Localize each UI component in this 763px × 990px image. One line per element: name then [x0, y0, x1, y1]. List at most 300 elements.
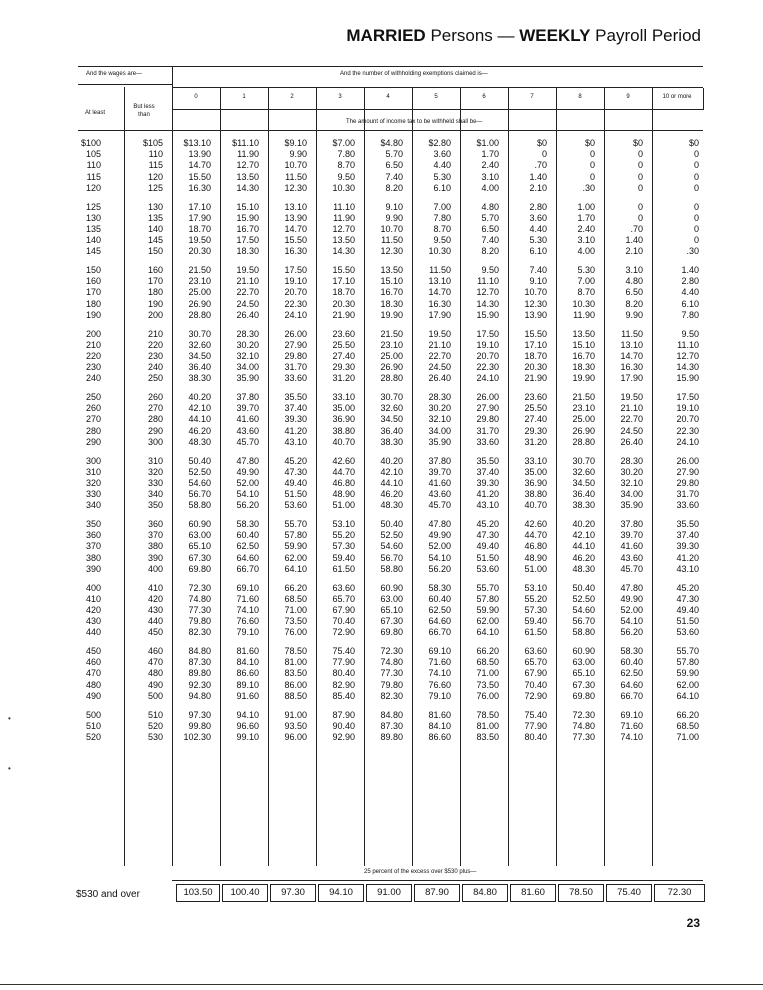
table-cell: 20.70 [284, 287, 307, 298]
table-cell: 18.30 [380, 298, 403, 309]
table-cell: 30.20 [236, 339, 259, 350]
table-cell: 310 [147, 455, 163, 466]
table-cell: 77.30 [380, 668, 403, 679]
final-value-box [176, 884, 220, 902]
table-cell: 66.70 [428, 627, 451, 638]
column-header: 6 [482, 94, 486, 100]
table-cell: 4.80 [625, 276, 643, 287]
table-cell: 60.90 [572, 646, 595, 656]
table-cell: 15.90 [676, 373, 699, 384]
table-cell: 2.80 [529, 201, 547, 212]
table-cell: 470 [85, 668, 101, 679]
column-header: 2 [290, 94, 294, 100]
table-cell: 10.30 [428, 246, 451, 257]
table-cell: 46.20 [572, 552, 595, 563]
table-cell: 69.10 [236, 582, 259, 593]
table-cell: 84.10 [428, 720, 451, 731]
table-cell: 52.50 [380, 530, 403, 541]
table-cell: 76.00 [476, 690, 499, 701]
table-cell: 1.70 [577, 212, 595, 223]
table-cell: 49.40 [676, 604, 699, 615]
table-cell: 47.30 [284, 466, 307, 477]
table-cell: 83.50 [284, 668, 307, 679]
table-cell: $105 [142, 138, 163, 148]
table-cell: 240 [147, 362, 163, 373]
table-cell: .70 [630, 223, 643, 234]
table-cell: 11.50 [381, 235, 403, 246]
table-cell: 47.80 [236, 455, 259, 466]
table-cell: 77.30 [188, 604, 211, 615]
table-cell: 92.90 [332, 731, 355, 742]
table-cell: 66.70 [236, 563, 259, 574]
table-cell: 1.40 [529, 171, 547, 182]
table-cell: $4.80 [380, 138, 403, 148]
table-cell: 250 [85, 392, 101, 402]
table-cell: 30.70 [188, 328, 211, 339]
table-cell: 97.30 [188, 709, 211, 720]
table-cell: 89.10 [236, 679, 259, 690]
table-cell: 160 [85, 276, 101, 287]
table-cell: 56.70 [380, 552, 403, 563]
table-cell: 37.40 [284, 403, 307, 414]
table-cell: 66.20 [676, 709, 699, 720]
table-cell: 24.50 [428, 362, 451, 373]
table-cell: 62.50 [620, 668, 643, 679]
table-cell: 0 [693, 201, 699, 212]
table-cell: 47.30 [476, 530, 499, 541]
table-cell: 80.40 [332, 668, 355, 679]
table-cell: 3.10 [577, 235, 595, 246]
final-value-box [558, 884, 604, 902]
table-cell: 66.20 [284, 582, 307, 593]
table-cell: 37.40 [476, 466, 499, 477]
table-cell: 41.20 [284, 425, 307, 436]
table-cell: 40.20 [188, 392, 211, 402]
table-cell: 125 [147, 182, 163, 193]
table-cell: 36.90 [524, 477, 547, 488]
table-cell: 73.50 [476, 679, 499, 690]
table-cell: 24.10 [284, 309, 307, 320]
table-cell: 14.70 [188, 160, 211, 171]
table-cell: 6.50 [625, 287, 643, 298]
table-cell: 64.10 [476, 627, 499, 638]
table-cell: 22.30 [476, 362, 499, 373]
table-cell: 37.80 [620, 519, 643, 529]
table-cell: 16.70 [380, 287, 403, 298]
table-cell: 17.50 [236, 235, 259, 246]
final-row-label: $530 and over [76, 889, 140, 900]
table-cell: 64.10 [284, 563, 307, 574]
table-cell: 24.10 [676, 436, 699, 447]
table-cell: 0 [589, 149, 595, 160]
table-cell: 13.50 [572, 328, 595, 339]
table-cell: 92.30 [188, 679, 211, 690]
table-cell: 340 [147, 489, 163, 500]
table-cell: 360 [85, 530, 101, 541]
table-cell: 26.40 [236, 309, 259, 320]
table-cell: 72.30 [380, 646, 403, 656]
table-cell: 13.10 [284, 201, 307, 212]
table-cell: $7.00 [332, 138, 355, 148]
table-cell: 200 [85, 328, 101, 339]
page-number: 23 [686, 916, 700, 930]
table-cell: 35.90 [236, 373, 259, 384]
table-cell: 75.40 [332, 646, 355, 656]
table-cell: 0 [693, 182, 699, 193]
table-cell: 6.50 [481, 223, 499, 234]
table-cell: 34.50 [380, 414, 403, 425]
table-cell: 32.10 [236, 350, 259, 361]
table-cell: 11.50 [285, 171, 307, 182]
table-cell: 240 [85, 373, 101, 384]
table-cell: 115 [148, 160, 163, 171]
table-cell: 32.60 [572, 466, 595, 477]
table-cell: 99.80 [188, 720, 211, 731]
table-cell: 71.60 [236, 593, 259, 604]
table-cell: 70.40 [332, 616, 355, 627]
wages-header: And the wages are— [86, 71, 143, 77]
table-cell: 57.30 [332, 541, 355, 552]
table-cell: 510 [85, 720, 101, 731]
table-cell: 41.60 [620, 541, 643, 552]
table-cell: 53.10 [524, 582, 547, 593]
table-cell: 54.60 [380, 541, 403, 552]
table-cell: 220 [147, 339, 163, 350]
table-cell: 72.30 [188, 582, 211, 593]
table-cell: 26.40 [620, 436, 643, 447]
final-value: 91.00 [377, 887, 401, 898]
table-cell: 0 [693, 223, 699, 234]
table-cell: 76.60 [236, 616, 259, 627]
final-value-box [414, 884, 460, 902]
table-cell: 96.00 [284, 731, 307, 742]
table-cell: 51.00 [524, 563, 547, 574]
table-cell: 2.10 [529, 182, 547, 193]
table-cell: 470 [147, 657, 163, 668]
table-cell: 74.80 [380, 657, 403, 668]
table-cell: 71.60 [620, 720, 643, 731]
table-cell: 23.10 [380, 339, 403, 350]
final-value: 100.40 [230, 887, 260, 898]
table-cell: 93.50 [284, 720, 307, 731]
table-cell: 91.60 [236, 690, 259, 701]
table-cell: 49.90 [620, 593, 643, 604]
table-cell: 430 [85, 616, 101, 627]
table-cell: 48.90 [524, 552, 547, 563]
table-cell: 53.60 [284, 500, 307, 511]
table-cell: 8.70 [337, 160, 355, 171]
table-cell: 65.10 [188, 541, 211, 552]
table-cell: 2.40 [481, 160, 499, 171]
table-cell: 43.10 [476, 500, 499, 511]
table-cell: 28.80 [572, 436, 595, 447]
excess-note: 25 percent of the excess over $530 plus— [364, 869, 477, 875]
table-cell: 420 [85, 604, 101, 615]
table-cell: 54.10 [428, 552, 451, 563]
table-cell: 55.70 [476, 582, 499, 593]
table-cell: 79.10 [428, 690, 451, 701]
table-cell: 15.50 [284, 235, 307, 246]
table-cell: 71.00 [676, 731, 699, 742]
table-cell: 0 [693, 149, 699, 160]
table-cell: 150 [147, 246, 163, 257]
table-cell: 1.40 [625, 235, 643, 246]
table-cell: 23.10 [188, 276, 211, 287]
table-cell: 2.10 [625, 246, 643, 257]
table-cell: 84.80 [380, 709, 403, 720]
table-cell: 110 [148, 149, 163, 160]
table-cell: 21.90 [332, 309, 355, 320]
table-cell: 72.90 [332, 627, 355, 638]
table-cell: 56.20 [236, 500, 259, 511]
table-cell: 510 [147, 709, 163, 720]
table-cell: 49.90 [236, 466, 259, 477]
table-cell: 12.70 [332, 223, 355, 234]
table-cell: 280 [85, 425, 101, 436]
final-value: 97.30 [281, 887, 305, 898]
table-cell: 36.40 [380, 425, 403, 436]
table-cell: 67.90 [332, 604, 355, 615]
table-cell: 350 [85, 519, 101, 529]
table-cell: $9.10 [284, 138, 307, 148]
table-cell: 370 [147, 530, 163, 541]
table-cell: 53.60 [676, 627, 699, 638]
table-cell: 11.10 [477, 276, 499, 287]
table-cell: 46.80 [524, 541, 547, 552]
table-cell: 75.40 [524, 709, 547, 720]
table-cell: 86.00 [284, 679, 307, 690]
table-cell: 78.50 [284, 646, 307, 656]
table-cell: 29.80 [676, 477, 699, 488]
table-cell: 10.70 [380, 223, 403, 234]
table-cell: 60.40 [620, 657, 643, 668]
table-cell: 5.30 [433, 171, 451, 182]
table-cell: 19.50 [620, 392, 643, 402]
table-cell: 37.80 [428, 455, 451, 466]
exemptions-header: And the number of withholding exemptions claimed is— [340, 71, 488, 77]
table-cell: 135 [85, 223, 101, 234]
table-cell: 7.00 [577, 276, 595, 287]
table-cell: 84.80 [188, 646, 211, 656]
table-cell: 72.90 [524, 690, 547, 701]
table-cell: 74.80 [572, 720, 595, 731]
table-cell: 12.70 [676, 350, 699, 361]
table-cell: 35.90 [620, 500, 643, 511]
table-cell: 47.80 [428, 519, 451, 529]
table-cell: 68.50 [476, 657, 499, 668]
table-cell: 35.50 [476, 455, 499, 466]
table-cell: 19.10 [476, 339, 499, 350]
table-cell: 62.50 [236, 541, 259, 552]
table-cell: 54.60 [188, 477, 211, 488]
table-cell: 57.80 [476, 593, 499, 604]
table-cell: $0 [584, 138, 595, 148]
final-value-box [606, 884, 652, 902]
table-cell: 230 [85, 362, 101, 373]
table-cell: 19.90 [380, 309, 403, 320]
table-cell: 59.40 [332, 552, 355, 563]
table-cell: 55.20 [332, 530, 355, 541]
table-cell: 89.80 [380, 731, 403, 742]
table-cell: 16.30 [620, 362, 643, 373]
table-cell: 8.20 [481, 246, 499, 257]
table-cell: 73.50 [284, 616, 307, 627]
table-cell: 19.50 [428, 328, 451, 339]
final-value-box [510, 884, 556, 902]
table-cell: 88.50 [284, 690, 307, 701]
column-header: 0 [194, 94, 198, 100]
table-cell: 9.90 [385, 212, 403, 223]
table-cell: 31.20 [524, 436, 547, 447]
table-cell: 170 [85, 287, 101, 298]
table-cell: 99.10 [236, 731, 259, 742]
table-cell: 270 [147, 403, 163, 414]
table-cell: 130 [147, 201, 163, 212]
table-cell: 33.10 [524, 455, 547, 466]
table-cell: 10.70 [284, 160, 307, 171]
table-cell: 54.10 [620, 616, 643, 627]
table-cell: 62.00 [284, 552, 307, 563]
table-cell: 35.50 [284, 392, 307, 402]
table-cell: 9.50 [481, 265, 499, 275]
table-cell: 10.30 [572, 298, 595, 309]
table-cell: 37.40 [676, 530, 699, 541]
table-cell: 6.10 [529, 246, 547, 257]
table-cell: 59.40 [524, 616, 547, 627]
table-cell: 40.20 [380, 455, 403, 466]
table-cell: 38.30 [380, 436, 403, 447]
table-cell: 87.30 [188, 657, 211, 668]
table-cell: 0 [589, 171, 595, 182]
table-cell: 6.10 [681, 298, 699, 309]
table-cell: 130 [85, 212, 101, 223]
table-cell: 330 [85, 489, 101, 500]
table-cell: 43.10 [676, 563, 699, 574]
table-cell: 56.20 [428, 563, 451, 574]
table-cell: 54.10 [236, 489, 259, 500]
table-cell: 59.90 [476, 604, 499, 615]
table-cell: 20.30 [188, 246, 211, 257]
table-cell: 82.90 [332, 679, 355, 690]
table-cell: 51.50 [476, 552, 499, 563]
table-cell: 17.10 [188, 201, 211, 212]
final-value: 84.80 [473, 887, 497, 898]
table-cell: 45.70 [236, 436, 259, 447]
table-cell: 52.50 [188, 466, 211, 477]
table-cell: 44.70 [332, 466, 355, 477]
table-cell: 260 [85, 403, 101, 414]
table-cell: 36.90 [332, 414, 355, 425]
table-cell: .30 [686, 246, 699, 257]
table-cell: 32.60 [380, 403, 403, 414]
table-cell: 380 [147, 541, 163, 552]
table-cell: 530 [147, 731, 163, 742]
table-cell: 190 [147, 298, 163, 309]
table-cell: 25.50 [332, 339, 355, 350]
table-cell: 48.30 [188, 436, 211, 447]
table-cell: 69.80 [572, 690, 595, 701]
table-cell: 16.70 [572, 350, 595, 361]
final-value-box [222, 884, 268, 902]
table-cell: 43.60 [428, 489, 451, 500]
table-cell: 32.10 [428, 414, 451, 425]
table-cell: 42.10 [572, 530, 595, 541]
table-cell: 25.00 [572, 414, 595, 425]
table-cell: 34.00 [620, 489, 643, 500]
table-cell: 45.20 [284, 455, 307, 466]
table-cell: 34.00 [428, 425, 451, 436]
table-cell: 61.50 [524, 627, 547, 638]
table-cell: 39.30 [284, 414, 307, 425]
table-cell: 47.30 [676, 593, 699, 604]
column-header: 4 [386, 94, 390, 100]
table-cell: 13.50 [332, 235, 355, 246]
table-cell: 230 [147, 350, 163, 361]
table-cell: .30 [582, 182, 595, 193]
table-cell: 25.50 [524, 403, 547, 414]
table-cell: 11.50 [621, 328, 643, 339]
table-cell: 210 [85, 339, 101, 350]
column-header: 1 [242, 94, 246, 100]
table-cell: 6.50 [385, 160, 403, 171]
table-cell: 39.70 [236, 403, 259, 414]
table-cell: 500 [85, 709, 101, 720]
table-cell: 21.50 [572, 392, 595, 402]
table-cell: 72.30 [572, 709, 595, 720]
table-cell: 17.10 [524, 339, 547, 350]
table-cell: 27.90 [284, 339, 307, 350]
table-cell: 4.40 [433, 160, 451, 171]
table-cell: 13.10 [428, 276, 451, 287]
column-header: 7 [530, 94, 534, 100]
table-cell: 14.30 [236, 182, 259, 193]
table-cell: 29.80 [476, 414, 499, 425]
at-least-header: At least [85, 110, 106, 116]
table-cell: 65.10 [380, 604, 403, 615]
table-cell: 410 [147, 582, 163, 593]
table-cell: 35.50 [676, 519, 699, 529]
table-cell: 26.90 [188, 298, 211, 309]
table-cell: 24.50 [236, 298, 259, 309]
table-cell: 26.90 [380, 362, 403, 373]
table-cell: 31.70 [476, 425, 499, 436]
table-cell: 320 [147, 466, 163, 477]
table-cell: 62.00 [676, 679, 699, 690]
table-cell: 28.80 [380, 373, 403, 384]
table-cell: 79.80 [380, 679, 403, 690]
table-cell: 21.10 [236, 276, 259, 287]
table-cell: 51.50 [284, 489, 307, 500]
table-cell: 17.90 [188, 212, 211, 223]
table-cell: 51.50 [676, 616, 699, 627]
table-cell: 17.90 [428, 309, 451, 320]
table-cell: 66.70 [620, 690, 643, 701]
table-cell: 5.30 [577, 265, 595, 275]
table-cell: 68.50 [284, 593, 307, 604]
table-cell: 67.30 [380, 616, 403, 627]
table-cell: 10.30 [332, 182, 355, 193]
page-title: MARRIED Persons — WEEKLY Payroll Period [346, 26, 701, 45]
table-cell: 33.10 [332, 392, 355, 402]
table-cell: 71.00 [284, 604, 307, 615]
table-cell: 170 [147, 276, 163, 287]
table-cell: 3.10 [625, 265, 643, 275]
table-cell: 460 [85, 657, 101, 668]
table-cell: 49.40 [284, 477, 307, 488]
table-cell: 58.30 [236, 519, 259, 529]
table-cell: 30.20 [428, 403, 451, 414]
table-cell: 260 [147, 392, 163, 402]
